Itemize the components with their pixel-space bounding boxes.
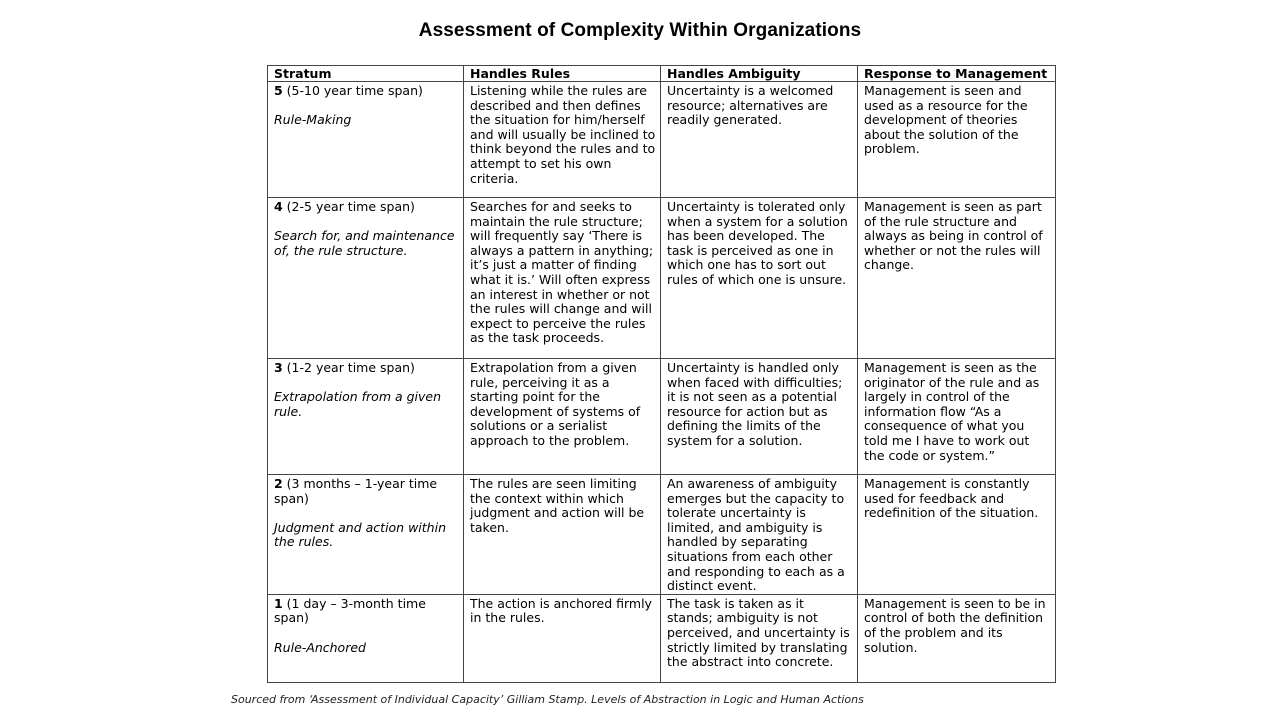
- stratum-name: Rule-Making: [274, 112, 352, 128]
- stratum-span: (2-5 year time span): [282, 199, 415, 214]
- table-header-row: [268, 66, 1056, 82]
- stratum-number: 4: [274, 199, 283, 214]
- handles-rules-cell: The rules are seen limiting the context within which judgment and action will be taken.: [464, 475, 661, 595]
- response-to-management-cell: Management is seen as part of the rule structure and always as being in control of whether or not the rules will change.: [858, 198, 1056, 359]
- stratum-span: (3 months – 1-year time span): [274, 476, 438, 506]
- page-title: Assessment of Complexity Within Organizations: [418, 20, 862, 41]
- complexity-table: [267, 65, 1056, 683]
- stratum-number: 3: [274, 360, 283, 375]
- stratum-number: 2: [274, 476, 283, 491]
- stratum-name: Search for, and maintenance of, the rule structure.: [274, 228, 455, 258]
- handles-rules-cell: The action is anchored firmly in the rules.: [464, 594, 661, 682]
- response-to-management-cell: Management is constantly used for feedback and redefinition of the situation.: [858, 475, 1056, 595]
- stratum-cell: [268, 475, 464, 595]
- stratum-cell: [268, 594, 464, 682]
- table-row: [268, 82, 1056, 198]
- response-to-management-cell: Management is seen as the originator of the rule and as largely in control of the information flow “As a consequence of what you told me I have to work out the code or system.”: [858, 359, 1056, 475]
- table-row: [268, 475, 1056, 595]
- response-to-management-cell: Management is seen and used as a resource for the development of theories about the solution of the problem.: [858, 82, 1056, 198]
- handles-ambiguity-cell: Uncertainty is handled only when faced with difficulties; it is not seen as a potential resource for action but as defining the limits of the system for a solution.: [661, 359, 858, 475]
- handles-rules-cell: Searches for and seeks to maintain the rule structure; will frequently say ‘There is always a pattern in anything; it’s just a matter of finding what it is.’ Will often express an interest in whether or not the rules will change and will expect to perceive the rules as the task proceeds.: [464, 198, 661, 359]
- stratum-span: (5-10 year time span): [282, 83, 423, 98]
- stratum-number: 5: [274, 83, 283, 98]
- stratum-span: (1-2 year time span): [282, 360, 415, 375]
- header-stratum: Stratum: [268, 66, 464, 82]
- stratum-cell: [268, 82, 464, 198]
- handles-rules-cell: Extrapolation from a given rule, perceiving it as a starting point for the development of systems of solutions or a serialist approach to the problem.: [464, 359, 661, 475]
- handles-ambiguity-cell: An awareness of ambiguity emerges but the capacity to tolerate uncertainty is limited, and ambiguity is handled by separating situations from each other and responding to each as a distinct event.: [661, 475, 858, 595]
- table-row: [268, 594, 1056, 682]
- stratum-cell: [268, 198, 464, 359]
- header-handles-rules: Handles Rules: [464, 66, 661, 82]
- handles-ambiguity-cell: The task is taken as it stands; ambiguity is not perceived, and uncertainty is strictly limited by translating the abstract into concrete.: [661, 594, 858, 682]
- handles-rules-cell: Listening while the rules are described and then defines the situation for him/herself and will usually be inclined to think beyond the rules and to attempt to set his own criteria.: [464, 82, 661, 198]
- stratum-span: (1 day – 3-month time span): [274, 595, 426, 626]
- stratum-cell: [268, 359, 464, 475]
- header-response-to-management: Response to Management: [858, 66, 1056, 82]
- stratum-name: Extrapolation from a given rule.: [274, 389, 442, 419]
- table-row: [268, 198, 1056, 359]
- header-handles-ambiguity: Handles Ambiguity: [661, 66, 858, 82]
- handles-ambiguity-cell: Uncertainty is tolerated only when a system for a solution has been developed. The task is perceived as one in which one has to sort out rules of which one is unsure.: [661, 198, 858, 359]
- source-citation: Sourced from ‘Assessment of Individual Capacity’ Gilliam Stamp. Levels of Abstraction in Logic and Human Actions: [231, 693, 864, 706]
- stratum-number: 1: [274, 595, 283, 611]
- stratum-name: Judgment and action within the rules.: [274, 519, 446, 550]
- table-row: [268, 359, 1056, 475]
- handles-ambiguity-cell: Uncertainty is a welcomed resource; alternatives are readily generated.: [661, 82, 858, 198]
- stratum-name: Rule-Anchored: [274, 639, 366, 655]
- response-to-management-cell: Management is seen to be in control of both the definition of the problem and its solution.: [858, 594, 1056, 682]
